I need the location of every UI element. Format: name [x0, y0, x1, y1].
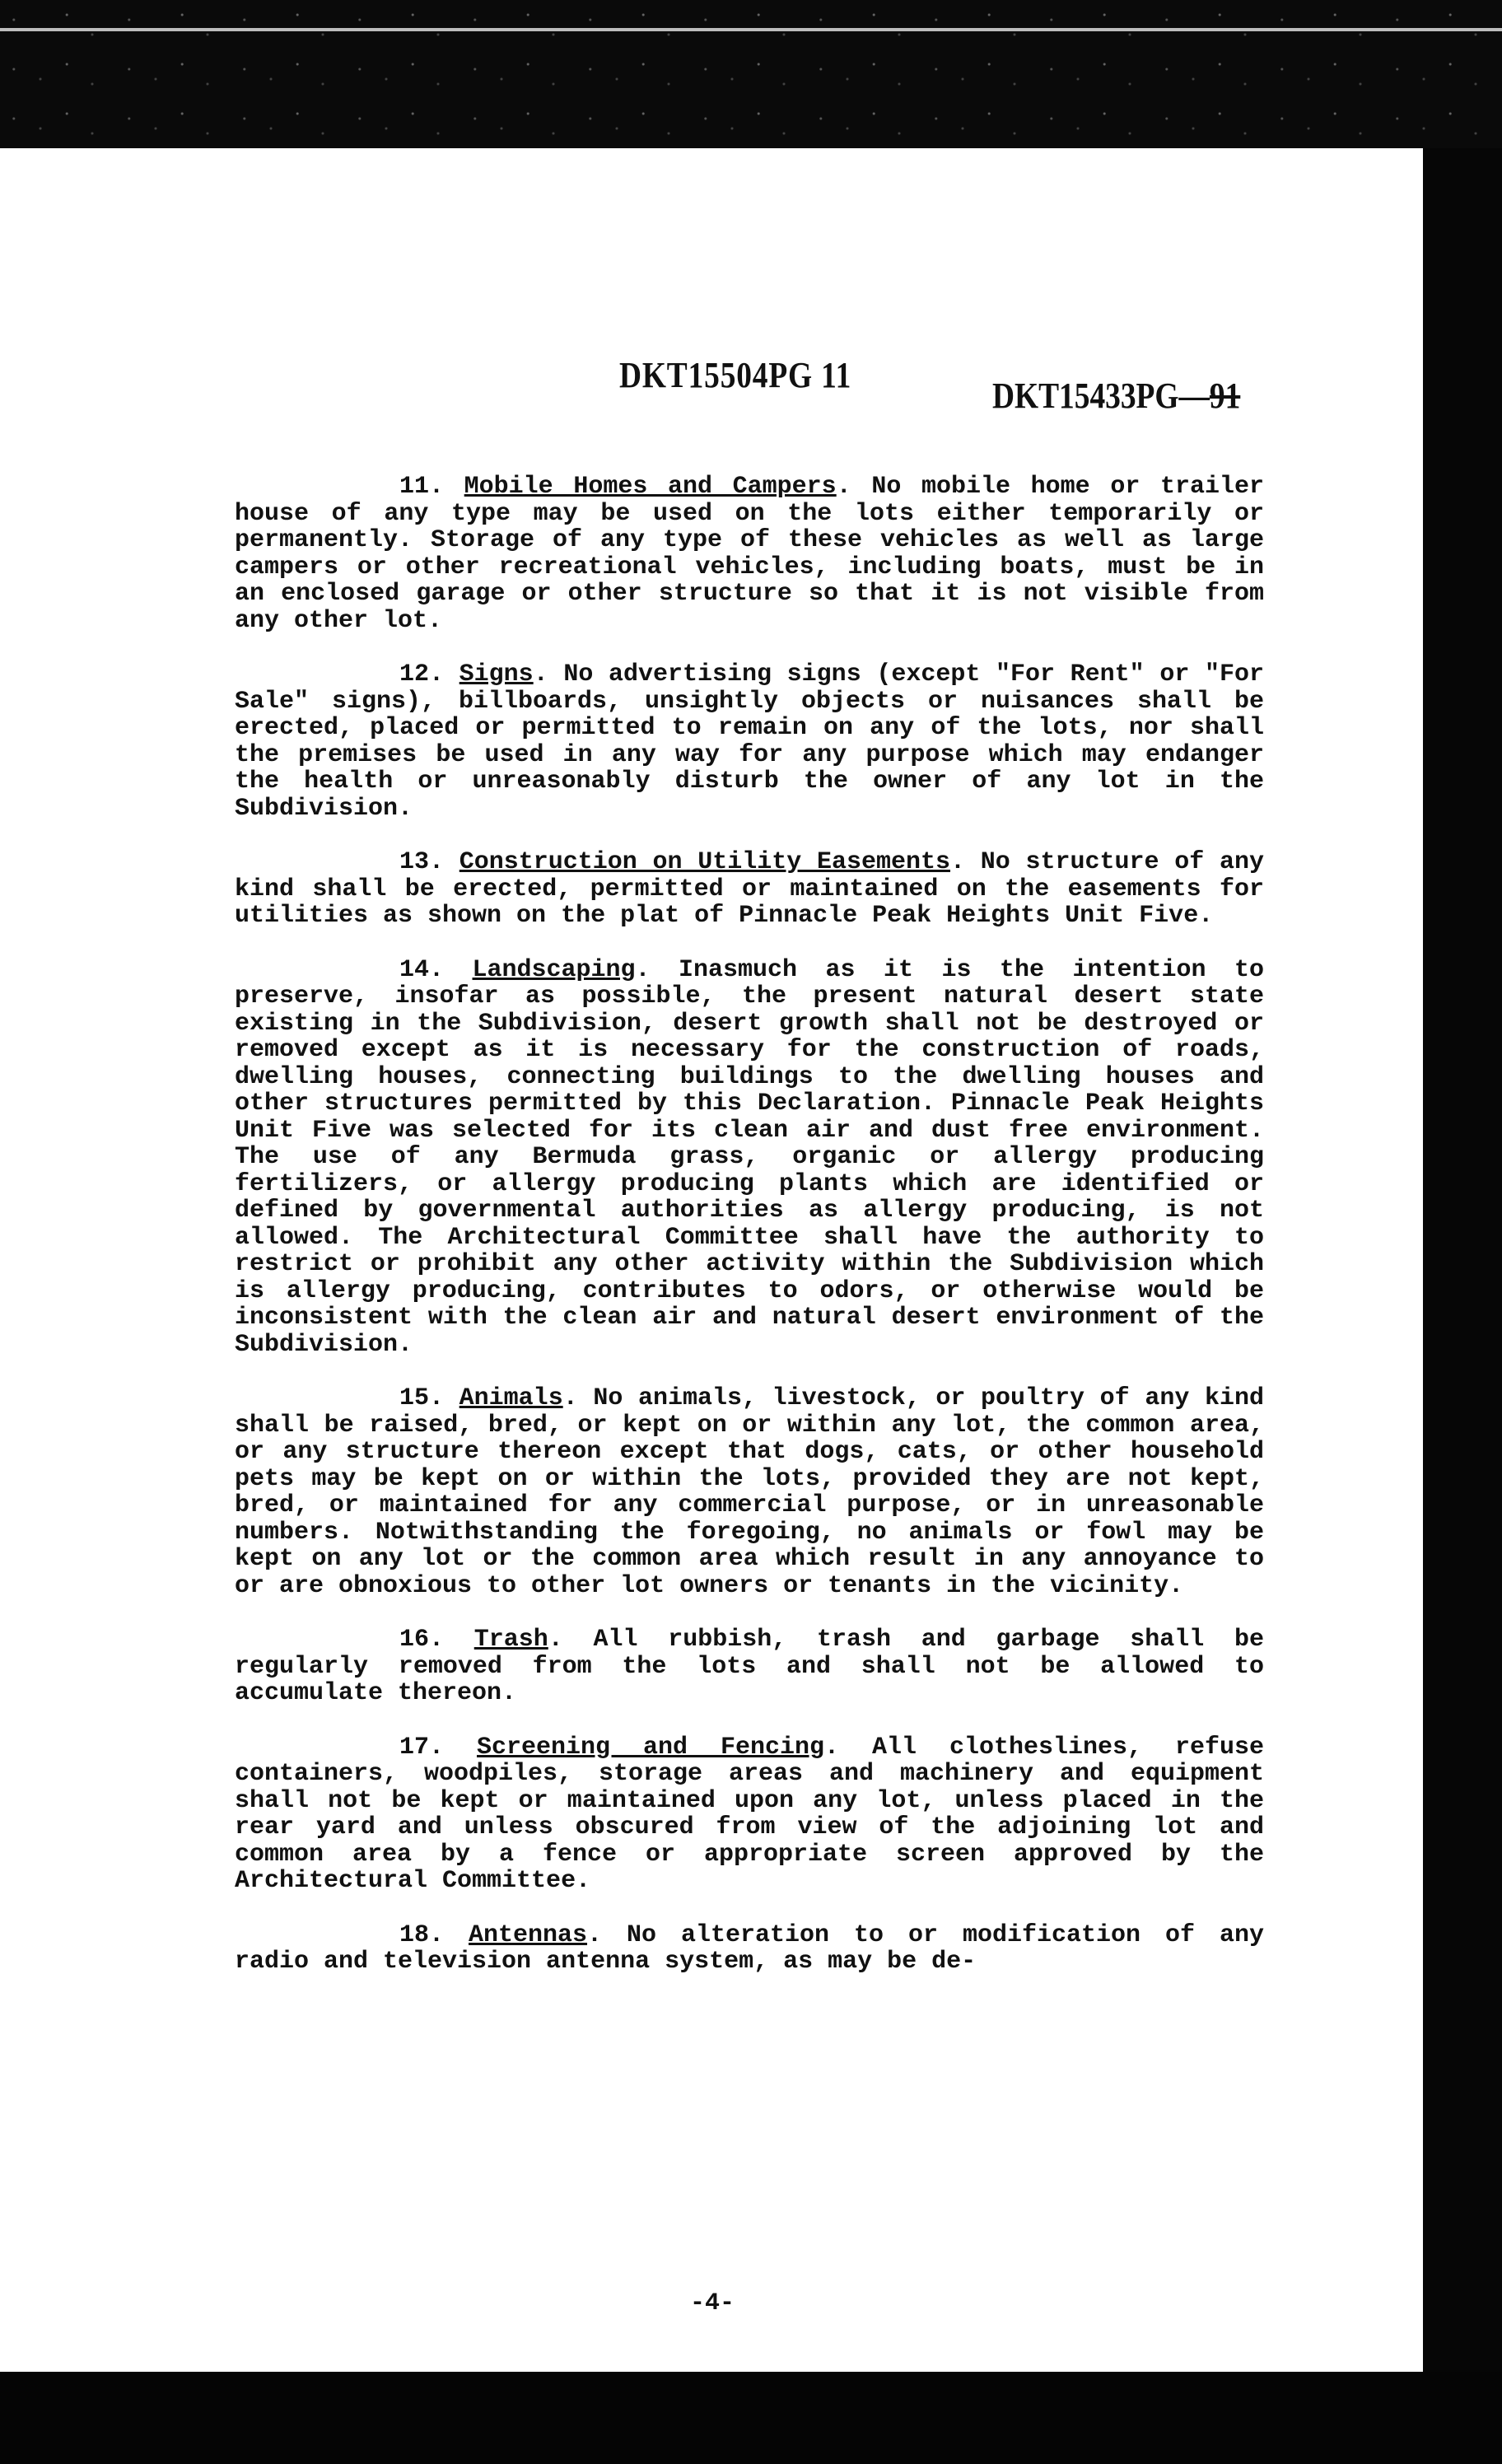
scan-bottom-border — [0, 2372, 1502, 2464]
paragraph-13: 13. Construction on Utility Easements. No structure of any kind shall be erected, permitted or maintained on the easements for utilities as shown on the plat of Pinnacle Peak Heights Unit Five. — [235, 848, 1264, 930]
paragraph-14: 14. Landscaping. Inasmuch as it is the intention to preserve, insofar as possible, the present natural desert state existing in the Subdivision, desert growth shall not be destroyed or removed except as it is necessary for the construction of roads, dwelling houses, connecting buildings to the dwelling houses and other structures permitted by this Declaration. Pinnacle Peak Heights Unit Five was selected for its clean air and dust free environment. The use of any Bermuda grass, organic or allergy producing fertilizers, or allergy producing plants which are identified or defined by governmental authorities as allergy producing, is not allowed. The Architectural Committee shall have the authority to restrict or prohibit any other activity within the Subdivision which is allergy producing, contributes to odors, or otherwise would be inconsistent with the clean air and natural desert environment of the Subdivision. — [235, 955, 1264, 1359]
paragraph-number: 18. — [399, 1920, 445, 1949]
page-number: -4- — [690, 2289, 735, 2317]
scan-top-border — [0, 0, 1502, 148]
paragraph-number: 17. — [399, 1733, 445, 1762]
docket-stamp-right-prefix: DKT15433PG — [992, 376, 1179, 416]
paragraph-number: 13. — [399, 848, 445, 876]
paragraph-number: 16. — [399, 1626, 445, 1654]
paragraph-heading: Screening and Fencing — [477, 1733, 824, 1762]
paragraph-number: 12. — [399, 660, 445, 688]
scan-top-line — [0, 28, 1502, 31]
paragraph-text: No mobile home or trailer house of any type may be used on the lots either temporarily or permanently. Storage of any type of these vehicles as well as large campers or other recreational vehicles, including boats, must be in an enclosed garage or other structure so that it is not visible from any other lot. — [235, 473, 1264, 635]
paragraph-12: 12. Signs. No advertising signs (except "For Rent" or "For Sale" signs), billboards, unsightly objects or nuisances shall be erected, placed or permitted to remain on any of the lots, nor shall the premises be used in any way for any purpose which may endanger the health or unreasonably disturb the owner of any lot in the Subdivision. — [235, 660, 1264, 823]
docket-stamp-left: DKT15504PG 11 — [619, 355, 852, 395]
paragraph-15: 15. Animals. No animals, livestock, or poultry of any kind shall be raised, bred, or kept on or within any lot, the common area, or any structure thereon except that dogs, cats, or other household pets may be kept on or within the lots, provided they are not kept, bred, or maintained for any commercial purpose, or in unreasonable numbers. Notwithstanding the foregoing, no animals or fowl may be kept on any lot or the common area which result in any annoyance to or are obnoxious to other lot owners or tenants in the vicinity. — [235, 1384, 1264, 1600]
paragraph-16: 16. Trash. All rubbish, trash and garbage shall be regularly removed from the lots and shall not be allowed to accumulate thereon. — [235, 1626, 1264, 1707]
paragraph-number: 14. — [399, 955, 445, 984]
paragraph-text: No advertising signs (except "For Rent" or "For Sale" signs), billboards, unsightly objects or nuisances shall be erected, placed or permitted to remain on any of the lots, nor shall the premises be used in any way for any purpose which may endanger the health or unreasonably disturb the owner of any lot in the Subdivision. — [235, 660, 1264, 823]
paragraph-text: All clotheslines, refuse containers, woodpiles, storage areas and machinery and equipment shall not be kept or maintained upon any lot, unless placed in the rear yard and unless obscured from view of the adjoining lot and common area by a fence or appropriate screen approved by the Architectural Committee. — [235, 1733, 1264, 1895]
paragraph-heading: Antennas — [469, 1920, 588, 1949]
paragraph-heading: Signs — [459, 660, 534, 688]
paragraph-heading: Trash — [473, 1626, 548, 1654]
paragraph-17: 17. Screening and Fencing. All clotheslines, refuse containers, woodpiles, storage areas and machinery and equipment shall not be kept or maintained upon any lot, unless placed in the rear yard and unless obscured from view of the adjoining lot and common area by a fence or appropriate screen approved by the Architectural Committee. — [235, 1733, 1264, 1895]
paragraph-text: No structure of any kind shall be erected, permitted or maintained on the easements for utilities as shown on the plat of Pinnacle Peak Heights Unit Five. — [235, 848, 1264, 930]
paragraph-heading: Landscaping — [472, 955, 636, 984]
paragraph-heading: Construction on Utility Easements — [459, 848, 951, 876]
paragraph-text: All rubbish, trash and garbage shall be regularly removed from the lots and shall not be allowed to accumulate thereon. — [235, 1626, 1264, 1707]
paragraph-11: 11. Mobile Homes and Campers. No mobile home or trailer house of any type may be used on the lots either temporarily or permanently. Storage of any type of these vehicles as well as large campers or other recreational vehicles, including boats, must be in an enclosed garage or other structure so that it is not visible from any other lot. — [235, 473, 1264, 635]
paragraph-heading: Mobile Homes and Campers — [464, 473, 837, 501]
paragraph-number: 15. — [399, 1384, 445, 1412]
paragraph-text: Inasmuch as it is the intention to preserve, insofar as possible, the present natural desert state existing in the Subdivision, desert growth shall not be destroyed or removed except as it is necessary for the construction of roads, dwelling houses, connecting buildings to the dwelling houses and other structures permitted by this Declaration. Pinnacle Peak Heights Unit Five was selected for its clean air and dust free environment. The use of any Bermuda grass, organic or allergy producing fertilizers, or allergy producing plants which are identified or defined by governmental authorities as allergy producing, is not allowed. The Architectural Committee shall have the authority to restrict or prohibit any other activity within the Subdivision which is allergy producing, contributes to odors, or otherwise would be inconsistent with the clean air and natural desert environment of the Subdivision. — [235, 955, 1264, 1359]
paragraph-number: 11. — [399, 473, 445, 501]
docket-stamp-right-dash: — — [1178, 376, 1210, 416]
document-body — [235, 474, 1264, 2003]
paragraph-text: No alteration to or modification of any radio and television antenna system, as may be de- — [235, 1920, 1264, 1976]
docket-stamp-right — [992, 375, 1240, 417]
paragraph-18: 18. Antennas. No alteration to or modification of any radio and television antenna system, as may be de- — [235, 1920, 1264, 1976]
paragraph-text: No animals, livestock, or poultry of any kind shall be raised, bred, or kept on or within any lot, the common area, or any structure thereon except that dogs, cats, or other household pets may be kept on or within the lots, provided they are not kept, bred, or maintained for any commercial purpose, or in unreasonable numbers. Notwithstanding the foregoing, no animals or fowl may be kept on any lot or the common area which result in any annoyance to or are obnoxious to other lot owners or tenants in the vicinity. — [235, 1384, 1264, 1600]
paragraph-heading: Animals — [459, 1384, 563, 1412]
scan-right-border — [1423, 148, 1502, 2372]
docket-stamp-right-struck: 91 — [1209, 376, 1241, 416]
